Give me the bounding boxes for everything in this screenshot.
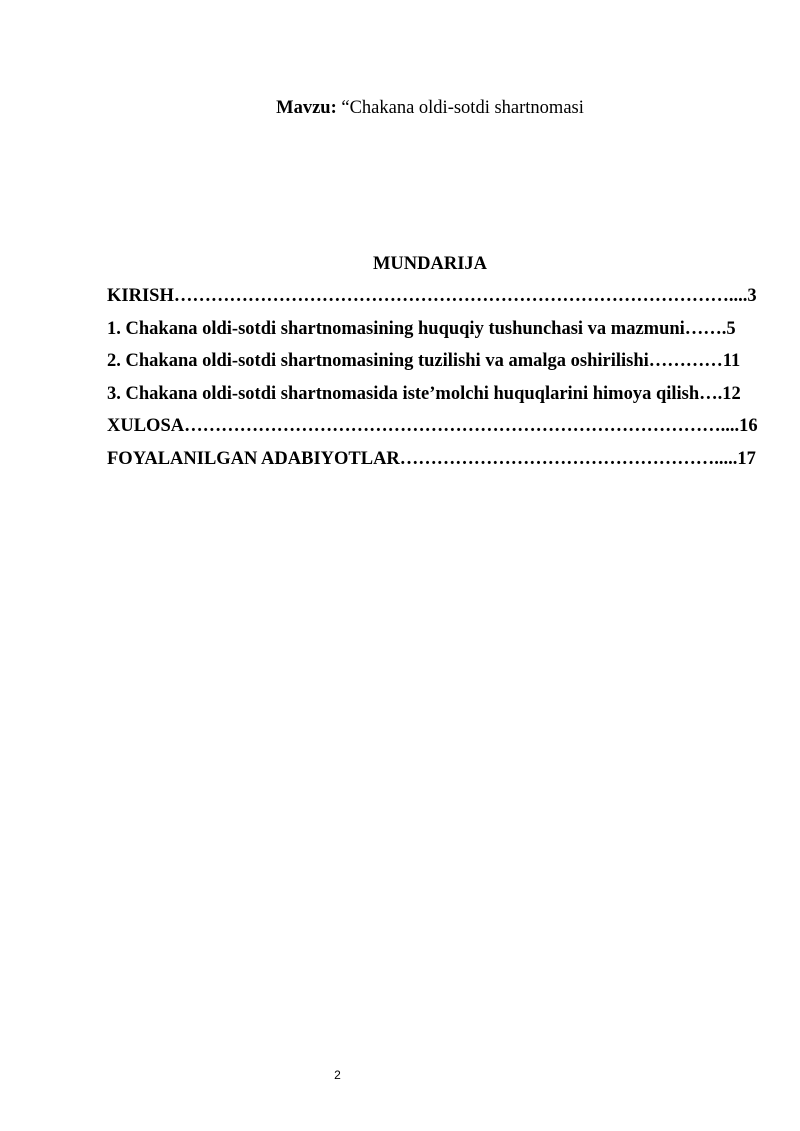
toc-entry-chapter-2: 2. Chakana oldi-sotdi shartnomasining tuzilishi va amalga oshirilishi…………11 xyxy=(107,351,741,372)
topic-text: “Chakana oldi-sotdi shartnomasi xyxy=(336,98,584,118)
toc-heading: MUNDARIJA xyxy=(372,254,488,274)
toc-entry-xulosa: XULOSA……………………………………………………………………………....16 xyxy=(107,416,758,437)
toc-entry-references: FOYALANILGAN ADABIYOTLAR…………………………………………….....17 xyxy=(107,448,756,469)
topic-label: Mavzu: xyxy=(276,98,337,118)
table-of-contents xyxy=(107,284,757,480)
toc-entry-kirish: KIRISH………………………………………………………………………………....3 xyxy=(107,286,757,306)
document-topic xyxy=(0,96,800,120)
toc-entry-chapter-1: 1. Chakana oldi-sotdi shartnomasining huquqiy tushunchasi va mazmuni…….5 xyxy=(107,318,736,339)
page-number: 2 xyxy=(334,1068,341,1082)
toc-entry-chapter-3: 3. Chakana oldi-sotdi shartnomasida iste’molchi huquqlarini himoya qilish….12 xyxy=(107,383,741,404)
